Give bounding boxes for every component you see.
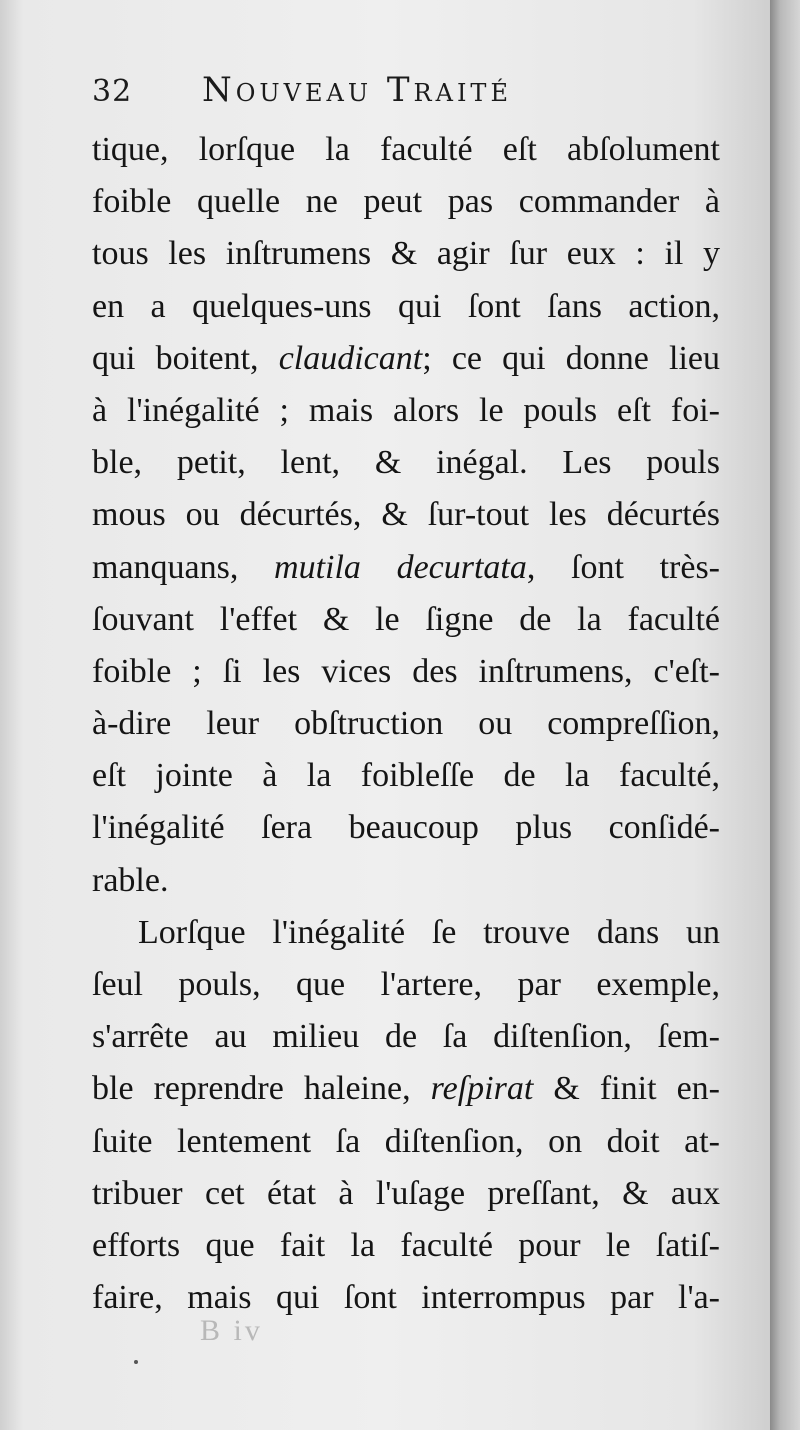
text-line xyxy=(92,228,720,280)
text-line xyxy=(92,489,720,541)
text-segment: ſeul pouls, que l'artere, par exemple, xyxy=(92,966,720,1003)
text-segment: en a quelques-uns qui ſont ſans action, xyxy=(92,287,720,325)
text-segment: rable. xyxy=(92,861,169,899)
text-segment: , ſont très- xyxy=(526,548,720,586)
text-segment: & finit en- xyxy=(533,1070,720,1108)
text-line xyxy=(92,281,720,333)
page-number: 32 xyxy=(92,74,133,109)
text-line xyxy=(92,802,720,854)
text-line xyxy=(92,1063,720,1115)
text-segment: tique, lorſque la faculté eſt abſolument xyxy=(92,131,720,168)
signature-mark: B iv xyxy=(200,1314,263,1347)
text-segment: faire, mais qui ſont interrompus par l'a- xyxy=(92,1279,720,1317)
text-segment: tribuer cet état à l'uſage preſſant, & aux xyxy=(92,1174,720,1212)
text-line xyxy=(92,698,720,750)
text-line xyxy=(92,907,720,959)
italic-term: reſpirat xyxy=(430,1070,534,1108)
text-line xyxy=(92,1168,720,1220)
text-segment: ſouvant l'effet & le ſigne de la faculté xyxy=(92,600,720,638)
text-line xyxy=(92,1272,720,1324)
text-segment: à l'inégalité ; mais alors le pouls eſt foi- xyxy=(92,391,720,429)
text-line xyxy=(92,385,720,437)
text-line xyxy=(92,594,720,646)
text-line xyxy=(92,437,720,489)
text-segment: à-dire leur obſtruction ou compreſſion, xyxy=(92,705,720,743)
text-line xyxy=(92,646,720,698)
text-line xyxy=(92,750,720,802)
text-segment: s'arrête au milieu de ſa diſtenſion, ſem- xyxy=(92,1018,720,1056)
text-segment: foible quelle ne peut pas commander à xyxy=(92,183,720,221)
text-segment: Lorſque l'inégalité ſe trouve dans un xyxy=(138,913,720,951)
text-line xyxy=(92,855,720,907)
body-text xyxy=(92,124,720,1324)
text-segment: l'inégalité ſera beaucoup plus conſidé- xyxy=(92,809,720,847)
text-line xyxy=(92,1116,720,1168)
text-segment: efforts que fait la faculté pour le ſatiſ- xyxy=(92,1226,720,1264)
text-line xyxy=(92,959,720,1011)
text-segment: mous ou décurtés, & ſur-tout les décurtés xyxy=(92,496,720,534)
text-line xyxy=(92,124,720,176)
text-line xyxy=(92,1011,720,1063)
text-segment: ; ce qui donne lieu xyxy=(422,339,720,377)
text-line xyxy=(92,333,720,385)
text-segment: manquans, xyxy=(92,548,275,586)
running-title: Nouveau Traité xyxy=(202,70,512,110)
text-line xyxy=(92,542,720,594)
text-segment: tous les inſtrumens & agir ſur eux : il y xyxy=(92,235,720,273)
book-gutter xyxy=(770,0,800,1430)
text-segment: eſt jointe à la foibleſſe de la faculté, xyxy=(92,757,720,795)
text-line xyxy=(92,1220,720,1272)
italic-term: mutila decurtata xyxy=(274,548,527,586)
text-line xyxy=(92,176,720,228)
text-segment: ble, petit, lent, & inégal. Les pouls xyxy=(92,444,720,482)
text-segment: ſuite lentement ſa diſtenſion, on doit at- xyxy=(92,1122,720,1160)
text-segment: qui boitent, xyxy=(92,339,279,377)
text-segment: ble reprendre haleine, xyxy=(92,1070,431,1108)
text-segment: foible ; ſi les vices des inſtrumens, c'eſt- xyxy=(92,652,720,690)
ink-speck xyxy=(134,1360,138,1364)
running-head xyxy=(92,66,732,116)
italic-term: claudicant xyxy=(278,339,423,377)
